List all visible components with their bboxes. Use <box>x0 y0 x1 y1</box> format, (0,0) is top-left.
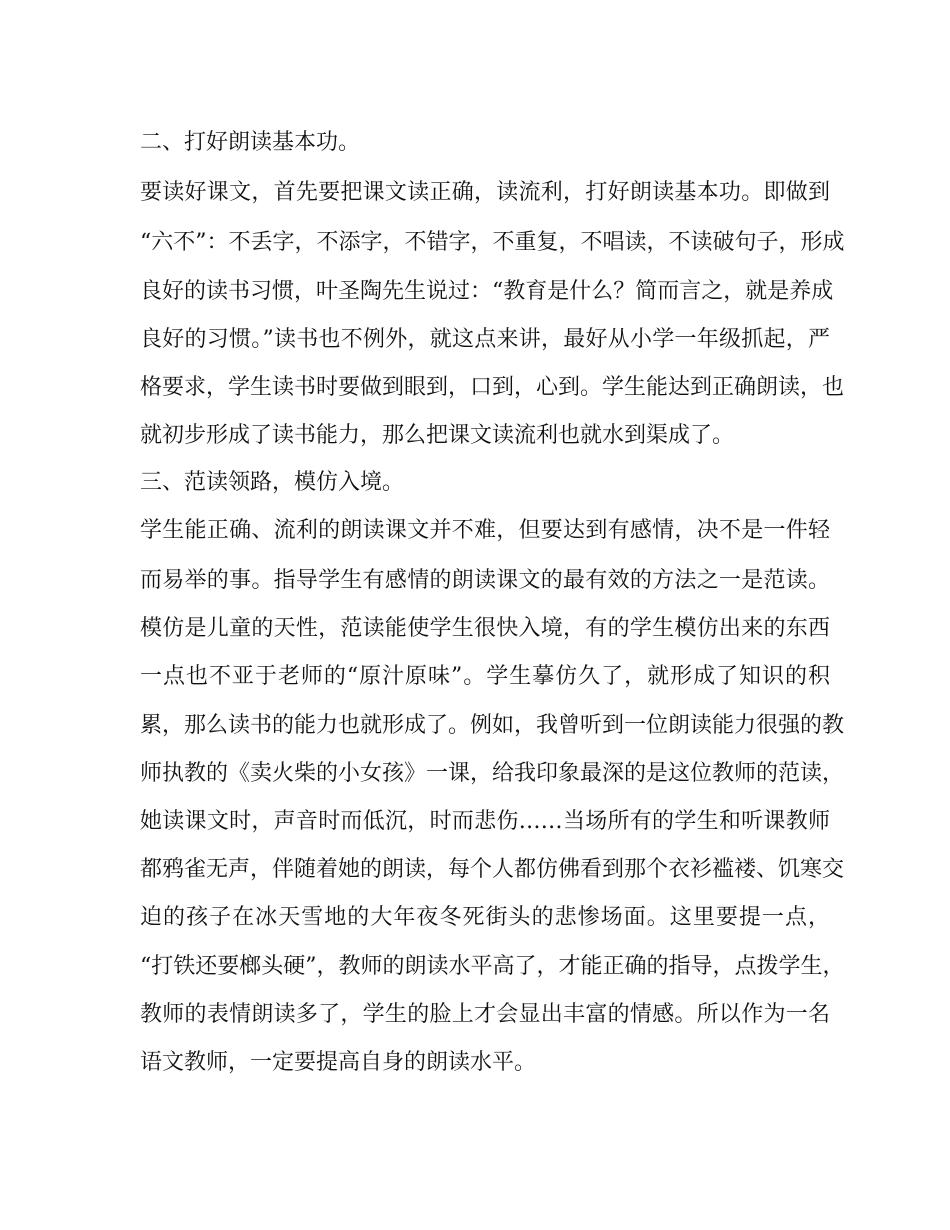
paragraph-line: 学生能正确、流利的朗读课文并不难，但要达到有感情，决不是一件轻 <box>140 518 830 543</box>
paragraph-line: 都鸦雀无声，伴随着她的朗读，每个人都仿佛看到那个衣衫褴褛、饥寒交 <box>140 857 845 882</box>
paragraph-line: 语文教师，一定要提高自身的朗读水平。 <box>140 1050 537 1075</box>
paragraph-line: 教师的表情朗读多了，学生的脸上才会显出丰富的情感。所以作为一名 <box>140 1002 830 1027</box>
paragraph-line: “打铁还要榔头硬”，教师的朗读水平高了，才能正确的指导，点拨学生， <box>140 954 845 979</box>
paragraph-line: 良好的习惯。”读书也不例外，就这点来讲，最好从小学一年级抓起，严 <box>140 327 830 352</box>
paragraph-line: 一点也不亚于老师的“原汁原味”。学生摹仿久了，就形成了知识的积 <box>140 664 830 689</box>
paragraph-line: 就初步形成了读书能力，那么把课文读流利也就水到渠成了。 <box>140 423 735 448</box>
section-heading-2: 二、打好朗读基本功。 <box>140 130 361 155</box>
paragraph-line: 模仿是儿童的天性，范读能使学生很快入境，有的学生模仿出来的东西 <box>140 616 830 641</box>
section-heading-3: 三、范读领路，模仿入境。 <box>140 470 405 495</box>
paragraph-line: 要读好课文，首先要把课文读正确，读流利，打好朗读基本功。即做到 <box>140 180 830 205</box>
paragraph-line: “六不”：不丢字，不添字，不错字，不重复，不唱读，不读破句子，形成 <box>140 230 845 255</box>
paragraph-line: 而易举的事。指导学生有感情的朗读课文的最有效的方法之一是范读。 <box>140 568 830 593</box>
paragraph-line: 迫的孩子在冰天雪地的大年夜冬死街头的悲惨场面。这里要提一点， <box>140 905 830 930</box>
paragraph-line: 师执教的《卖火柴的小女孩》一课，给我印象最深的是这位教师的范读， <box>140 761 845 786</box>
paragraph-line: 良好的读书习惯，叶圣陶先生说过：“教育是什么？简而言之，就是养成 <box>140 279 834 304</box>
paragraph-line: 格要求，学生读书时要做到眼到，口到，心到。学生能达到正确朗读，也 <box>140 375 845 400</box>
paragraph-line: 她读课文时，声音时而低沉，时而悲伤……当场所有的学生和听课教师 <box>140 809 830 834</box>
paragraph-line: 累，那么读书的能力也就形成了。例如，我曾听到一位朗读能力很强的教 <box>140 713 845 738</box>
